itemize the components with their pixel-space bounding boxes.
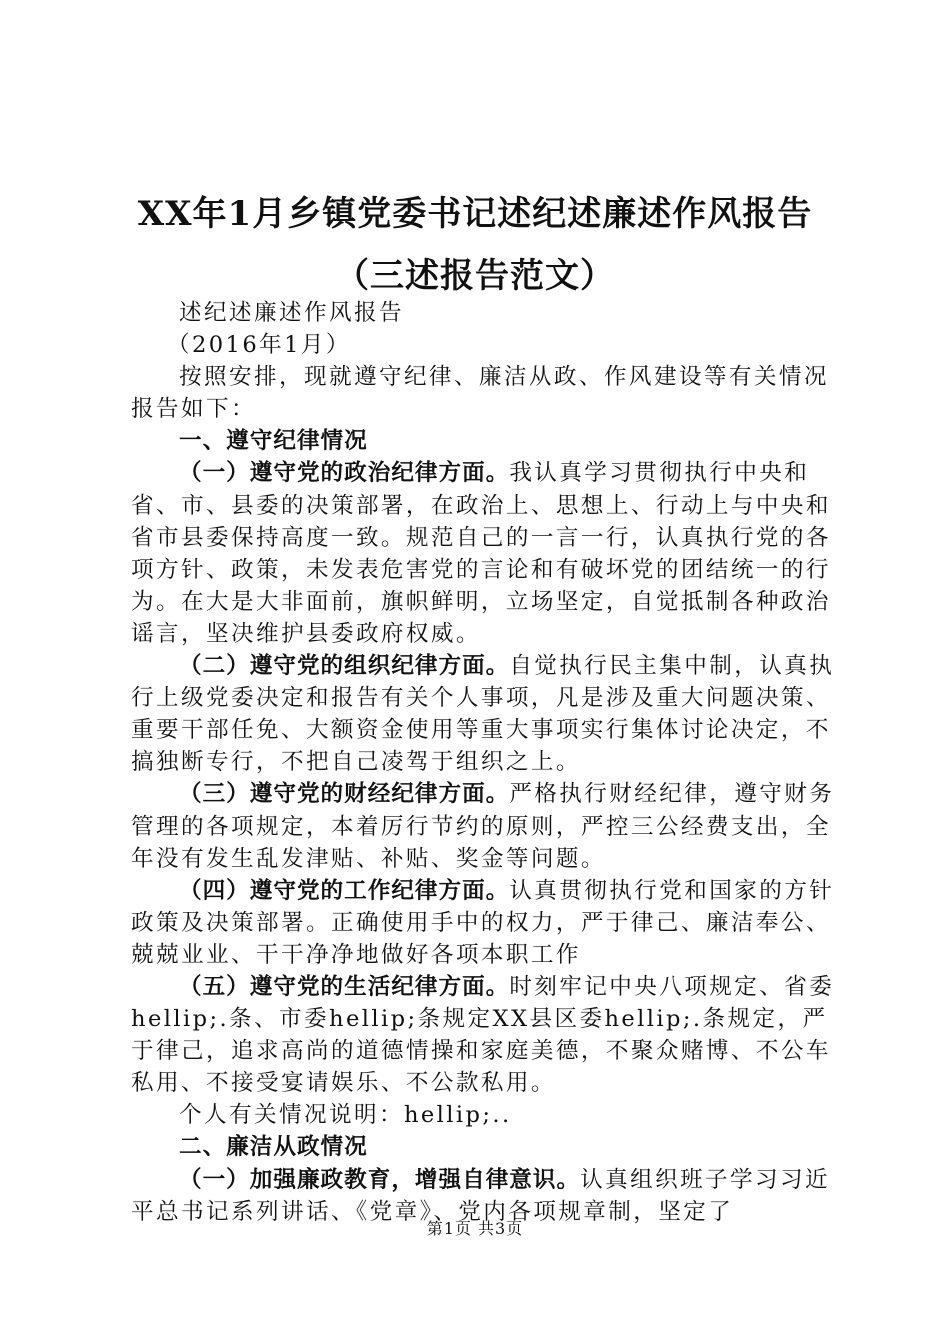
paragraph-text: 严格执行财经纪律，遵守财务管理的各项规定，本着厉行节约的原则，严控三公经费支出，全年没有发生乱发津贴、补贴、奖金等问题。: [131, 781, 835, 872]
paragraph-organizational-discipline: [131, 650, 843, 778]
paragraph-text: 我认真学习贯彻执行中央和省、市、县委的决策部署，在政治上、思想上、行动上与中央和省市县委保持高度一致。规范自己的一言一行，认真执行党的各项方针、政策，未发表危害党的言论和有破坏党的团结统一的行为。在大是大非面前，旗帜鲜明，立场坚定，自觉抵制各种政治谣言，坚决维护县委政府权威。: [131, 460, 831, 647]
paragraph-heading: （二）遵守党的组织纪律方面。: [179, 653, 510, 680]
paragraph-text: 认真贯彻执行党和国家的方针政策及决策部署。正确使用手中的权力，严于律己、廉洁奉公、兢兢业业、干干净净地做好各项本职工作: [131, 877, 835, 968]
paragraph-heading: （三）遵守党的财经纪律方面。: [179, 781, 510, 808]
document-title-line1: XX年1月乡镇党委书记述纪述廉述作风报告: [137, 194, 813, 234]
intro-paragraph: 按照安排，现就遵守纪律、廉洁从政、作风建设等有关情况报告如下：: [131, 364, 829, 423]
paragraph-work-discipline: [131, 875, 843, 971]
page-indicator: 第1页 共3页: [426, 1219, 524, 1238]
paragraph-text: 认真组织班子学习习近平总书记系列讲话、《党章》、党内各项规章制，坚定了: [131, 1166, 831, 1225]
paragraph-text: 自觉执行民主集中制，认真执行上级党委决定和报告有关个人事项，凡是涉及重大问题决策、重要干部任免、大额资金使用等重大事项实行集体讨论决定，不搞独断专行，不把自己凌驾于组织之上。: [131, 653, 835, 776]
section-heading-integrity: 二、廉洁从政情况: [179, 1134, 368, 1161]
paragraph-political-discipline: [131, 457, 843, 650]
document-body: [131, 297, 843, 1228]
personal-note: 个人有关情况说明：hellip;..: [179, 1102, 512, 1129]
paragraph-heading: （一）加强廉政教育，增强自律意识。: [179, 1166, 581, 1193]
document-title-line2: （三述报告范文）: [335, 256, 615, 296]
paragraph-heading: （五）遵守党的生活纪律方面。: [179, 973, 510, 1000]
paragraph-heading: （四）遵守党的工作纪律方面。: [179, 877, 510, 904]
section-heading-discipline: 一、遵守纪律情况: [179, 428, 368, 455]
paragraph-text: 时刻牢记中央八项规定、省委hellip;.条、市委hellip;条规定XX县区委hellip;.条规定，严于律己，追求高尚的道德情操和家庭美德，不聚众赌博、不公车私用、不接受宴请娱乐、不公款私用。: [131, 973, 835, 1097]
report-date: （2016年1月）: [167, 332, 351, 359]
paragraph-life-discipline: [131, 971, 843, 1099]
report-subtitle: 述纪述廉述作风报告: [179, 300, 404, 326]
paragraph-financial-discipline: [131, 778, 843, 874]
paragraph-heading: （一）遵守党的政治纪律方面。: [179, 460, 510, 487]
